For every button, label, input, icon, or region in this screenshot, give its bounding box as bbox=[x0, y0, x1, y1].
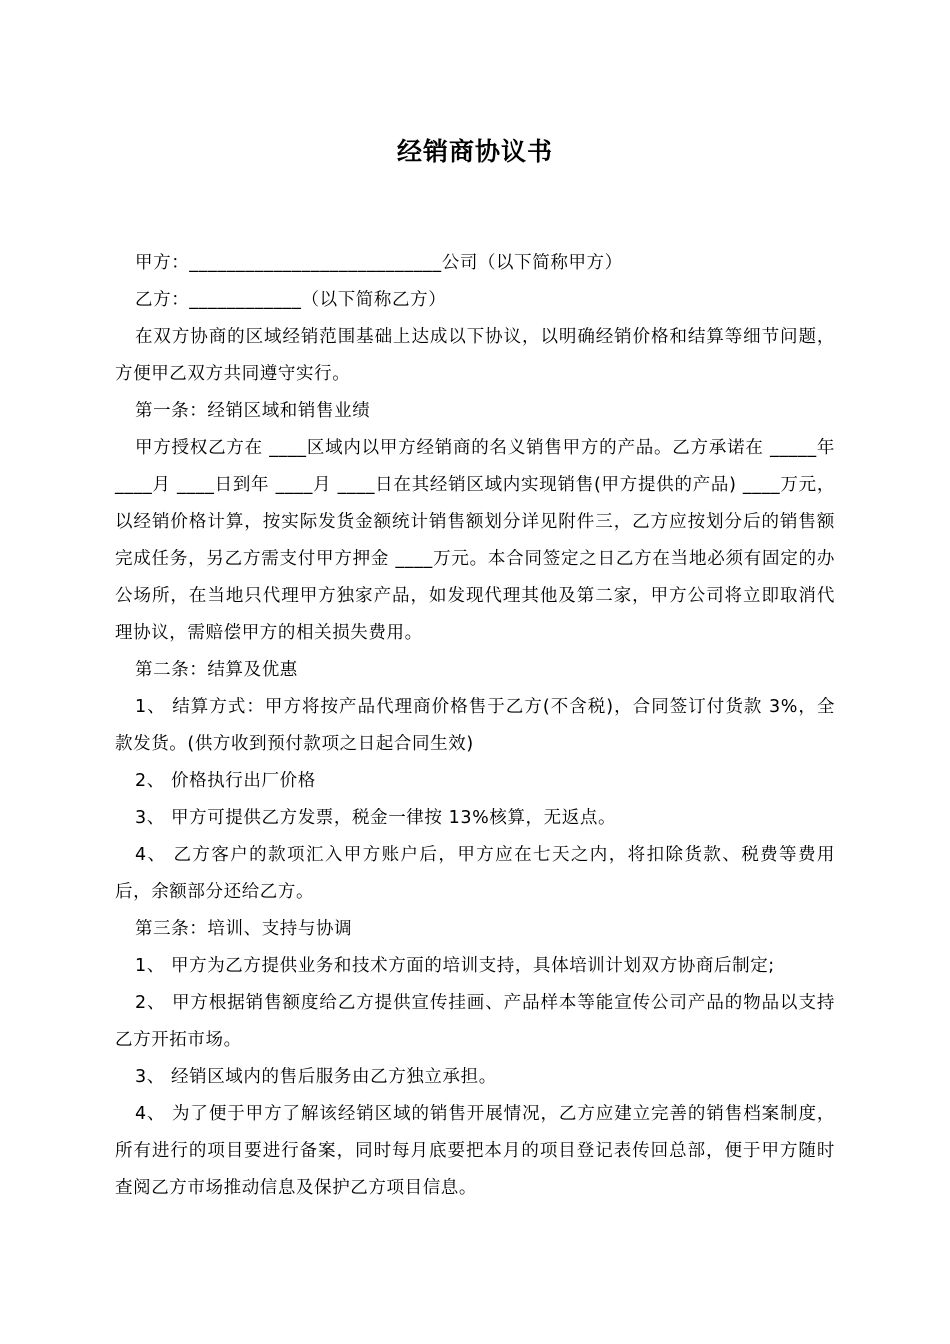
article-1-body: 甲方授权乙方在 ____区域内以甲方经销商的名义销售甲方的产品。乙方承诺在 _____年 ____月 ____日到年 ____月 ____日在其经销区域内实现销售(甲方提供的产品) ____万元，以经销价格计算，按实际发货金额统计销售额划分详见附件三，乙方应按划分后的销售额完成任务，另乙方需支付甲方押金 ____万元。本合同签定之日乙方在当地必须有固定的办公场所，在当地只代理甲方独家产品，如发现代理其他及第二家，甲方公司将立即取消代理协议，需赔偿甲方的相关损失费用。 bbox=[115, 438, 835, 643]
article-2-item-2: 2、 价格执行出厂价格 bbox=[135, 771, 316, 791]
article-2-item-4: 4、 乙方客户的款项汇入甲方账户后，甲方应在七天之内，将扣除货款、税费等费用后，余额部分还给乙方。 bbox=[115, 845, 835, 902]
party-b-line: 乙方：____________（以下简称乙方） bbox=[135, 290, 447, 310]
article-3-item-4: 4、 为了便于甲方了解该经销区域的销售开展情况，乙方应建立完善的销售档案制度，所有进行的项目要进行备案，同时每月底要把本月的项目登记表传回总部，便于甲方随时查阅乙方市场推动信息及保护乙方项目信息。 bbox=[115, 1104, 835, 1198]
article-2-heading: 第二条：结算及优惠 bbox=[135, 660, 298, 680]
article-2-item-1: 1、 结算方式：甲方将按产品代理商价格售于乙方(不含税)，合同签订付货款 3%，全款发货。(供方收到预付款项之日起合同生效) bbox=[115, 697, 835, 754]
article-3-item-2: 2、 甲方根据销售额度给乙方提供宣传挂画、产品样本等能宣传公司产品的物品以支持乙方开拓市场。 bbox=[115, 993, 835, 1050]
document-title: 经销商协议书 bbox=[396, 137, 553, 166]
article-3-item-1: 1、 甲方为乙方提供业务和技术方面的培训支持，具体培训计划双方协商后制定; bbox=[135, 956, 775, 976]
document-body bbox=[115, 245, 835, 1207]
party-a-line: 甲方：___________________________公司（以下简称甲方） bbox=[135, 253, 623, 273]
article-2-item-3: 3、 甲方可提供乙方发票，税金一律按 13%核算，无返点。 bbox=[135, 808, 617, 828]
article-3-heading: 第三条：培训、支持与协调 bbox=[135, 919, 353, 939]
article-3-item-3: 3、 经销区域内的售后服务由乙方独立承担。 bbox=[135, 1067, 497, 1087]
preamble-paragraph: 在双方协商的区域经销范围基础上达成以下协议，以明确经销价格和结算等细节问题，方便甲乙双方共同遵守实行。 bbox=[115, 327, 835, 384]
article-1-heading: 第一条：经销区域和销售业绩 bbox=[135, 401, 371, 421]
